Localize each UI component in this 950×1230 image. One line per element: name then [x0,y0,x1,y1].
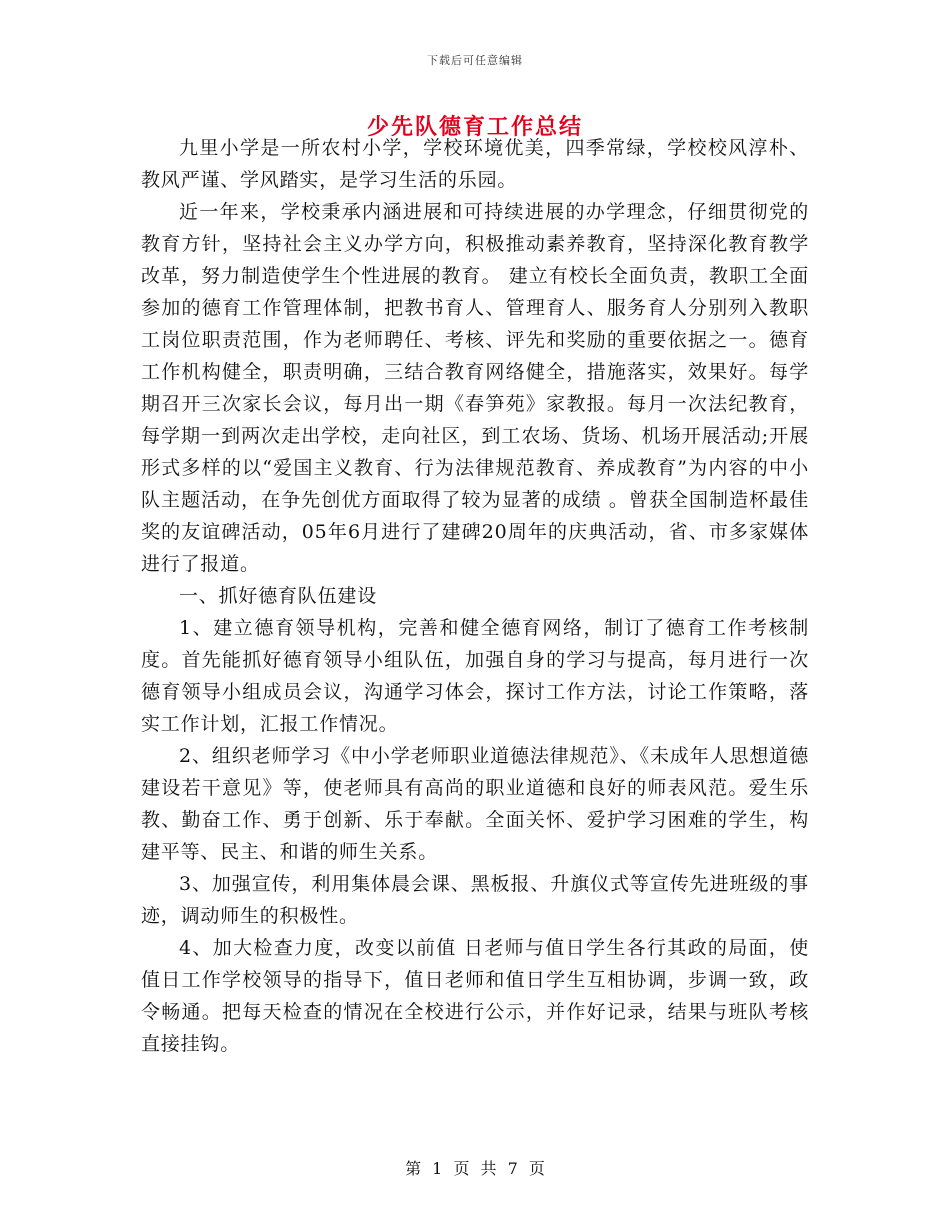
document-title: 少先队德育工作总结 [366,114,583,140]
paragraph-intro: 九里小学是一所农村小学，学校环境优美，四季常绿，学校校风淳朴、教风严谨、学风踏实，是学习生活的乐园。 [141,137,809,191]
page-header-note: 下载后可任意编辑 [427,54,523,67]
paragraph-item-1: 1、建立德育领导机构，完善和健全德育网络，制订了德育工作考核制度。首先能抓好德育领导小组队伍，加强自身的学习与提高，每月进行一次德育领导小组成员会议，沟通学习体会，探讨工作方法，讨论工作策略，落实工作计划，汇报工作情况。 [141,617,809,735]
page-number-footer: 第 1 页 共 7 页 [405,1159,545,1178]
paragraph-item-3: 3、加强宣传，利用集体晨会课、黑板报、升旗仪式等宣传先进班级的事迹，调动师生的积极性。 [141,873,809,927]
paragraph-overview: 近一年来，学校秉承内涵进展和可持续进展的办学理念，仔细贯彻党的教育方针，坚持社会主义办学方向，积极推动素养教育，坚持深化教育教学改革，努力制造使学生个性进展的教育。 建立有校长全面负责，教职工全面参加的德育工作管理体制，把教书育人、管理育人、服务育人分别列入教职工岗位职责范围，作为老师聘任、考核、评先和奖励的重要依据之一。德育工作机构健全，职责明确，三结合教育网络健全，措施落实，效果好。每学期召开三次家长会议，每月出一期《春笋苑》家教报。每月一次法纪教育，每学期一到两次走出学校，走向社区，到工农场、货场、机场开展活动;开展形式多样的以“爱国主义教育、行为法律规范教育、养成教育”为内容的中小队主题活动，在争先创优方面取得了较为显著的成绩 。曾获全国制造杯最佳奖的友谊碑活动，05年6月进行了建碑20周年的庆典活动，省、市多家媒体进行了报道。 [141,201,809,575]
document-body [141,132,809,1060]
paragraph-item-4: 4、加大检查力度，改变以前值 日老师与值日学生各行其政的局面，使值日工作学校领导的指导下，值日老师和值日学生互相协调，步调一致，政令畅通。把每天检查的情况在全校进行公示，并作好记录，结果与班队考核直接挂钩。 [141,937,809,1055]
section-heading-1: 一、抓好德育队伍建设 [179,585,378,607]
paragraph-item-2: 2、组织老师学习《中小学老师职业道德法律规范》、《未成年人思想道德建设若干意见》等，使老师具有高尚的职业道德和良好的师表风范。爱生乐教、勤奋工作、勇于创新、乐于奉献。全面关怀、爱护学习困难的学生，构建平等、民主、和谐的师生关系。 [141,745,809,863]
